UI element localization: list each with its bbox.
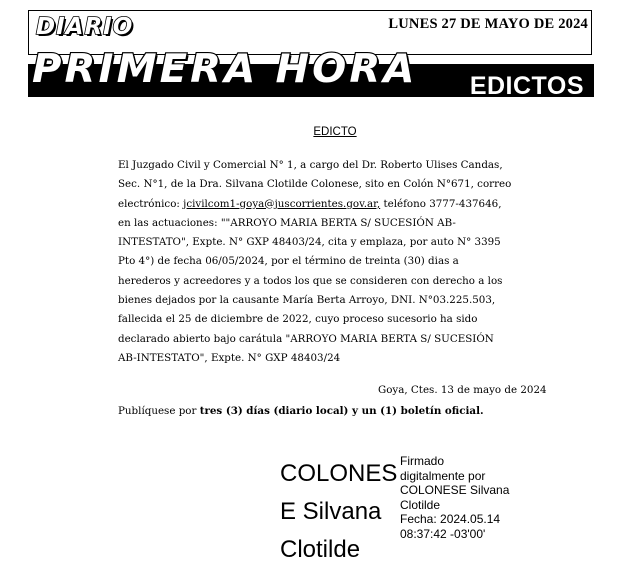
edict-line: Pto 4°) de fecha 06/05/2024, por el término de treinta (30) dias a [118, 255, 459, 268]
edict-line: INTESTATO", Expte. N° GXP 48403/24, cita y emplaza, por auto N° 3395 [118, 236, 501, 249]
signature-info [400, 454, 530, 542]
edict-line: en las actuaciones: ""ARROYO MARIA BERTA S/ SUCESIÓN AB- [118, 216, 456, 229]
signature-info-line: Firmado [400, 454, 445, 468]
edict-title: EDICTO [313, 126, 357, 138]
edict-line: declarado abierto bajo carátula "ARROYO MARIA BERTA S/ SUCESIÓN [118, 332, 494, 345]
signature-info-line: Fecha: 2024.05.14 [400, 512, 501, 527]
signature-name-line: Clotilde [280, 536, 361, 563]
signature-info-line: Clotilde [400, 497, 441, 512]
signature-name-line: COLONES [280, 460, 398, 487]
phone-text: teléfono 3777-437646, [380, 197, 502, 210]
section-label: EDICTOS [469, 72, 584, 100]
edict-line-text: electrónico: [118, 197, 184, 210]
edict-line: Sec. N°1, de la Dra. Silvana Clotilde Colonese, sito en Colón N°671, correo [118, 178, 512, 191]
edict-line: fallecida el 25 de diciembre de 2022, cuyo proceso sucesorio ha sido [118, 313, 478, 326]
masthead-small-title: DIARIO [36, 14, 134, 40]
edict-line [118, 195, 552, 214]
publish-instruction [118, 405, 558, 417]
place-date: Goya, Ctes. 13 de mayo de 2024 [378, 384, 547, 396]
signature-info-line: 08:37:42 -03'00' [400, 526, 486, 541]
publish-terms: tres (3) días (diario local) y un (1) boletín oficial. [199, 405, 484, 417]
masthead-big-title: PRIMERA HORA [32, 47, 418, 92]
signature-name-line: E Silvana [280, 498, 382, 525]
signature-info-line: digitalmente por [400, 468, 486, 483]
edict-body [118, 156, 552, 368]
signature-name [280, 455, 405, 569]
email-link[interactable]: jcivilcom1-goya@juscorrientes.gov.ar, [183, 197, 381, 210]
edict-line: AB-INTESTATO", Expte. N° GXP 48403/24 [118, 351, 341, 364]
publication-date: LUNES 27 DE MAYO DE 2024 [388, 16, 588, 32]
edict-line: herederos y acreedores y a todos los que se consideren con derecho a los [118, 274, 503, 287]
edict-line: El Juzgado Civil y Comercial N° 1, a cargo del Dr. Roberto Ulises Candas, [118, 159, 503, 171]
masthead [28, 10, 594, 100]
edict-line: bienes dejados por la causante María Berta Arroyo, DNI. N°03.225.503, [118, 294, 496, 307]
signature-info-line: COLONESE Silvana [400, 483, 510, 498]
publish-prefix: Publíquese por [118, 405, 200, 417]
